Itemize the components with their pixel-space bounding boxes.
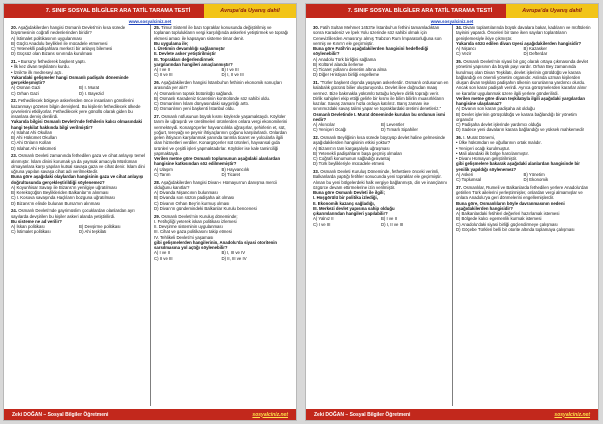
question-text bbox=[313, 135, 449, 146]
answer-option[interactable]: B) Yönetim bbox=[523, 171, 545, 177]
answer-options[interactable]: A) Balkanlardaki fetihleri değerleri hazırlamak istemesi B) Bölgede kalıcı egemenlik kurmak istemesi C) Anadolu’daki siyasi birliği güçlendirmeye çalışması D) Göçebe Türkleri belli bir otorite altında toplamaya çalışması bbox=[456, 211, 575, 232]
column-left bbox=[8, 25, 150, 406]
question-item bbox=[154, 114, 289, 177]
footer-site-link[interactable]: sosyalciniz.net bbox=[554, 411, 590, 418]
answer-option[interactable]: B) I, III ve IV bbox=[221, 250, 246, 256]
page-footer bbox=[4, 409, 296, 420]
answer-option[interactable]: B) I ve III bbox=[221, 67, 239, 72]
question-number: 32. bbox=[313, 135, 319, 140]
answer-option[interactable]: B) Leventler bbox=[381, 122, 405, 127]
question-stem: gibi gelişmelerden hangilerinin, Anadolu’da siyasi otoritenin sarsılmasına yol açtığı söylenebilir? bbox=[154, 239, 278, 250]
answer-option[interactable]: D) Tımarlı Sipahiler bbox=[381, 127, 418, 133]
answer-option[interactable]: A) Nişancı bbox=[456, 46, 476, 51]
answer-options bbox=[456, 46, 591, 57]
question-text bbox=[456, 25, 591, 41]
question-text bbox=[154, 180, 289, 191]
question-number: 35. bbox=[456, 59, 462, 64]
question-text bbox=[313, 25, 449, 46]
question-prompt: “Türler başkent dışında yaşayan askerlerdir. Osmanlı ordusunun en kalabalık gücünü bilier oluşturuyordu. Devlet iliee doğrudan maaş vermez. Bize bakmakla yükümlü tuttuğu köylere dirlik toprağı verir. Dirlik sahipleri ekip ettiği gelirle bir kısmı ile bilim bilirlin muasırlıkların kazılar. Savaş zamanı hızla orduya katılırız. Barış zamanı ise sınırımızdaki savaş talimi yapar ve topraklardaki üretimi denetleriz.” bbox=[313, 80, 449, 112]
question-item bbox=[154, 80, 289, 112]
question-stem: Yukarıda bilgisi Osmanlı Devleti’nde fethilerin kalıcı olmasındaki hangi teşkilat hakkında bilgi verilmiştir? bbox=[11, 119, 143, 130]
question-text bbox=[11, 98, 147, 119]
answer-option[interactable]: D) II, III ve IV bbox=[221, 255, 247, 261]
answer-options[interactable]: A) Divanda Nişancının bulunması B) Divanda son sözün padişaha ait olması C) Divanın Orhan Bey’in kurmuş olması D) Divan’ın gündemindeki Balkanlar Kurulu bencenesi bbox=[154, 190, 257, 211]
question-stem: Bu uygulama ile; I. Üretimin devamlılığı sağlanmıştır II. Devlete asker yetiştirilmiştir III. Toprakları değerlendirmek yargılarından hangileri amaçlanmıştır? bbox=[154, 40, 233, 67]
answer-options bbox=[154, 167, 289, 178]
question-prompt: Aşağıdakilerden hangisi İstanbul’un fethinin ekonomik sonuçları arasında yer alır? bbox=[154, 80, 282, 91]
question-prompt: Fethedilecek bölgeye askerlerden önce insanların gönüllerini kazanmayı gözeten bilgin dervişlerd. Bu kişilerin fethedilecek ülkede çevrelerini etkiliyorlar. Fethedilecek yere gönüllü olarak giden bu insanlara derviş denilirdi. bbox=[11, 98, 141, 119]
question-text bbox=[456, 59, 591, 96]
question-stem: Verilen metne göre Osmanlı toplumunun aşağıdaki alanlardan hangisine katkısından söz edilmemiştir? bbox=[154, 156, 281, 167]
question-item bbox=[313, 135, 449, 167]
answer-options bbox=[154, 250, 289, 261]
question-prompt: Osmanlılar, Rumeli ve Balkanlarda fethedilen yerlere Anadolu’dan getirilen Türk ailelerini yerleştirmişler, onlardan vergi almamışlar ve onlara Anadolu’ya geri dönmelerini engellemişlerdir. bbox=[456, 184, 589, 201]
answer-options[interactable]: A) Divanın son kararı padişaha ait olduğu B) Devlet işlerinin görüşüldüğü ve karara bağlandığı bir yönetim organıdır C) Padişaha devlet işlerinde yardımcı olduğu D) Sadece yeni davaların karara bağlandığı ve yüksek mahkemedir bbox=[456, 106, 585, 133]
answer-options[interactable]: A) Bizans’ın tam kargaşalıyla uğraşması B) Yetenekli padişahların başa geçmiş olmaları C) Coğrafi konumunun sağladığı avantaj D) Türk beylikleriyle mücadele etmesi bbox=[313, 145, 403, 167]
question-stem: gibi gelişmelere bakarak aşağıdaki alanlardan hangisinde bir yenilik yapıldığı söylenemez? bbox=[456, 161, 580, 172]
header-title: 7. SINIF SOSYAL BİLGİLER ARA TATİL TARAMA TESTİ bbox=[347, 8, 493, 14]
answer-option[interactable]: A) Akıncılar bbox=[313, 122, 335, 127]
question-text bbox=[154, 25, 289, 41]
question-prompt: Osmanlı Beyliğinin kısa sürede büyüyüp devlet haline gelmesinde aşağıdakilerden hangisinin etkisi yoktur? bbox=[313, 135, 446, 146]
answer-option[interactable]: D) I, II ve III bbox=[381, 221, 404, 227]
question-item bbox=[456, 135, 591, 182]
question-item bbox=[456, 185, 591, 232]
question-item bbox=[11, 25, 147, 57]
answer-options bbox=[456, 172, 591, 183]
question-stem: Yukarıda sözü edilen divan üyesi aşağıdakilerden hangisidir? bbox=[456, 40, 582, 46]
website-link[interactable]: www.sosyalciniz.net bbox=[430, 19, 474, 24]
question-number: 28. bbox=[154, 179, 160, 185]
answer-option[interactable]: A) Ulaşım bbox=[154, 166, 173, 172]
question-text bbox=[11, 59, 147, 75]
question-prompt: Aşağıdakilerden hangisi Osmanlı Devleti’nin kısa sürede büyümesinin coğrafi nedenlerinden biridir? bbox=[11, 25, 126, 36]
question-number: 25. bbox=[154, 25, 160, 30]
answer-option[interactable]: A) İskan politikası bbox=[11, 224, 45, 229]
question-stem: Osmanlı Devletinde I. Murat döneminde kurulan bu ordunun ismi nedir? bbox=[313, 111, 446, 122]
answer-options bbox=[313, 216, 449, 227]
question-text bbox=[313, 169, 449, 190]
answer-option[interactable]: C) Orhan Gazi bbox=[11, 90, 39, 96]
question-prompt: Osmanlı nüfusunun büyük kısmı köylerde yaşamaktaydı. Köylüler tarım ile uğraşırdı ve üretilmeleri ürünlerden onlara vergi ekonomilerini vermekteydi. Konargöçerler hayvancılıkla uğraşırlar, şehirlerin et, süt, yoğurt, tereyağı ve peynir ihtiyaçlarının çoğunu karşılarlardı. Onlardan gelen ihtiyacın karşılanmak yanında tarımla ticaret ve yolcularla ilgili olan hizmetleri verdiler. Konargöçerler süt ürünleri, hayvansal gıda ürünleri ve çeşitli işleri yapmaktadırlar. Köylüler ise kale tamirciliği yapmaktaydı. bbox=[154, 114, 288, 156]
question-number: 30. bbox=[313, 25, 319, 30]
question-text bbox=[154, 80, 289, 91]
answer-option[interactable]: C) II ve III bbox=[154, 72, 173, 78]
column-right bbox=[150, 25, 292, 406]
answer-option[interactable]: C) Vezir bbox=[456, 51, 472, 57]
question-item bbox=[313, 169, 449, 227]
question-stem: Verilen metne göre divan teşkilatıyla ilgili aşağıdaki yargılardan hangisine ulaşılamaz? bbox=[456, 95, 585, 106]
question-number: 36. bbox=[456, 135, 462, 140]
answer-option[interactable]: B) Devşirme politikası bbox=[79, 224, 121, 229]
answer-option[interactable]: A) I ve II bbox=[154, 67, 170, 72]
question-item bbox=[154, 180, 289, 212]
answer-options[interactable]: A) Koyunhisar Savaşı ile Bizans’ın yenilgiye uğratılması B) Kereküçüğün Beylikleriden Balkanlar’ın alınması C) I. Kosova savaşında Haçlıların bozguna uğratılması D) Bizans’ın elinde bulunan Bursa’nın alınması bbox=[11, 184, 117, 206]
question-stem: Buna göre, Osmanlıların böyle davranmasının nedeni aşağıdakilerden hangisidir? bbox=[456, 200, 565, 211]
answer-options[interactable]: A) Islahat Ahi Okulları B) Ahi Hükümet Okulları C) Ahi Onların Kolları D) Islahat Ahi Hükümeti bbox=[11, 129, 57, 151]
page-left bbox=[3, 3, 297, 421]
question-number: 20. bbox=[11, 25, 17, 30]
answer-options[interactable]: A) İstimalet politikasının uygulanması B) Güçlü Anadolu beylikleri ile mücadele etmemesi C) Yeteneklli padişahlara merkezi bir anlayış bilemesi D) Güçsüz olan Bizans sınırında kurulması bbox=[11, 35, 113, 57]
question-stem: Buna göre Osmanlı Devleti ile ilgili; I. Hoşgörülü bir politika izlediği, II. Ekonomik kazanç sağladığı, III. Merkezi devlet yapısına sahip olduğu çıkarımlarından hangileri yapılabilir? bbox=[313, 190, 395, 216]
question-prompt: Divanı toplantılarında büyük davalara bakar, kadıların ve müftülerin tayinini yapardı. Önceleri bir tane iken sayıları toplantıların genişlemesiyle ikiye çıkmıştır. bbox=[456, 25, 591, 41]
question-prompt: Osmanlı Devleti Kuruluş Döneminde, fethettiere önceki verimli, Balkanlarda yaptığı fetihler sonucunda yeni topraklar ele geçirmiştir. Alınan bu yeni bölgelerdeki halk vergiye bağlanmıştı, din ve inançlarını özgürce devam ettirmelerine izin verilmiştir. bbox=[313, 169, 447, 190]
question-item bbox=[11, 208, 147, 234]
footer-author: Zeki DOĞAN – Sosyal Bilgiler Öğretmeni bbox=[314, 411, 411, 418]
question-stem: Bu sisteme ne ad verilir? bbox=[11, 218, 62, 224]
question-item bbox=[11, 59, 147, 96]
header-subtitle: Avrupa’da Uyanış dahil bbox=[506, 4, 598, 18]
answer-option[interactable]: D) I. Bayezid bbox=[79, 90, 104, 96]
question-text bbox=[313, 80, 449, 112]
question-number: 23. bbox=[11, 153, 17, 159]
question-number: 26. bbox=[154, 80, 160, 85]
answer-options bbox=[313, 122, 449, 133]
question-text bbox=[11, 25, 147, 36]
header-title: 7. SINIF SOSYAL BİLGİLER ARA TATİL TARAMA TESTİ bbox=[45, 8, 191, 14]
question-stem: Yukarıdaki gelişmeler hangi Osmanlı padişahı döneminde gerçekleşmiştir? bbox=[11, 74, 129, 85]
question-prompt: Osmanlı Devleti’nin Kuruluş döneminde; I. Fetihçiliği yeterek iskan politikası izlemesi II. Devşirme sisteminin uygulanması III. Cihat ve gaza politikasını takip etmesi IV. Tehlikeli Devleti’ni yaşaması bbox=[154, 213, 238, 240]
question-stem: Buna göre aşağıdaki olaylardan hangisinin gaza ve cihat anlayışı doğrultusunda gerçekleştirildiği söylenemez? bbox=[11, 174, 144, 185]
footer-author: Zeki DOĞAN – Sosyal Bilgiler Öğretmeni bbox=[12, 411, 109, 418]
question-text bbox=[456, 185, 591, 201]
answer-option[interactable]: A) Askeri bbox=[456, 171, 474, 177]
question-columns bbox=[310, 25, 594, 406]
question-number: 31. bbox=[313, 80, 319, 85]
column-right bbox=[452, 25, 594, 406]
answer-option[interactable]: A) I ve II bbox=[154, 250, 170, 256]
question-columns bbox=[8, 25, 292, 406]
answer-option[interactable]: D) Ahi teşkilatı bbox=[79, 229, 107, 235]
answer-options bbox=[154, 67, 289, 78]
answer-option[interactable]: A) Yalnız II bbox=[313, 216, 334, 222]
question-prompt: Osmanlı Devleti’nin siyasi bir güç olarak ortaya çıkmasında devlet yönetimi yapısının da büyük payı vardır. Orhan Bey zamanında kurulmuş olan Divan Teşkilatı, devlet işlerinin görüldüğü ve karara bağlandığı en önemli yönetim organıdır. Aslında uzman kişilerden oluşan divan teşkilatı padişahın ülkenin sorunlarına yardımcı olurdu. Ancak son karar padişah verirdi. Ayrıca görüşmelerden kararlar alınır ve kararlar uygulanmak üzere ilgili yerlere gönderilirdi. bbox=[456, 59, 589, 96]
question-number: 37. bbox=[456, 184, 462, 190]
question-text bbox=[11, 208, 147, 219]
answer-option[interactable]: A) Osman Gazi bbox=[11, 85, 41, 91]
answer-option[interactable]: C) I ve III bbox=[313, 221, 331, 227]
answer-option[interactable]: C) Toplumsal bbox=[456, 177, 481, 182]
question-prompt: Osmanlı Devleti’nde gayrimüslim çocuklardan olanlardan ayrı sayılarda devşirilen bu kişiler askeri alanda yetiştirilirdi. bbox=[11, 208, 135, 219]
question-item bbox=[11, 98, 147, 151]
question-number: 34. bbox=[456, 25, 462, 30]
question-item bbox=[313, 25, 449, 78]
question-number: 27. bbox=[154, 114, 160, 119]
question-prompt: • Bursa’yı fethederek başkent yaptı. • İlk kez divan teşkilatını kurdu. • İznik’te ilk medreseyi açtı. bbox=[11, 59, 86, 75]
footer-site-link[interactable]: sosyalciniz.net bbox=[252, 411, 288, 418]
question-number: 21. bbox=[11, 59, 17, 64]
question-text bbox=[154, 214, 289, 240]
answer-option[interactable]: C) Yeniçeri Ocağı bbox=[313, 127, 347, 133]
header-subtitle: Avrupa’da Uyanış dahil bbox=[204, 4, 296, 18]
page-footer bbox=[306, 409, 598, 420]
question-prompt: Fatih Sultan Mehmet 1453’te İstanbul’un fethini tamamladıktan sonra Karadeniz ve İpek Yolu üzerinde söz sahibi olmak için Cenevizlilerden Amasra’yı almış Trabzon Rum İmparatorluğuna son vermiş ve Kırım’ı ele geçirmiştir. bbox=[313, 25, 442, 46]
answer-option[interactable]: C) Tarım bbox=[154, 171, 171, 177]
answer-option[interactable]: B) I. Murat bbox=[79, 85, 100, 91]
answer-options[interactable]: A) Anadolu Türk birliğini sağlama B) Kültürel alanda ilerleme C) Ticaret yollarını denetim altına alma D) Diğer Hristiyan birliği engelleme bbox=[313, 56, 387, 78]
answer-option[interactable]: D) Defterdar bbox=[523, 51, 548, 57]
question-stem: Buna göre Fatih’in aşağıdakilerden hangisini hedeflediği söylenebilir? bbox=[313, 46, 429, 57]
answer-option[interactable]: C) İstimalet politikası bbox=[11, 229, 51, 235]
page-right bbox=[305, 3, 599, 421]
question-prompt: Osmanlı Devleti zamanında fethedilen gaza ve cihat anlayışı temel alınmıştır. İslam dinini korumak ya da yaymak amacıyla Müslüman olmayanlara karşı yapılan kutsal savaşa gaza ve cihat denir. İslam dini uğruna yapılan savaşa cihat adı verilmektedir. bbox=[11, 153, 146, 174]
question-item bbox=[313, 80, 449, 133]
column-left bbox=[310, 25, 452, 406]
website-link[interactable]: www.sosyalciniz.net bbox=[128, 19, 172, 24]
answer-option[interactable]: B) Kazasker bbox=[523, 46, 547, 51]
question-number: 22. bbox=[11, 98, 17, 104]
question-prompt: Aşağıdakilerden hangisi Divan-ı Hümayun’un danışma mercii olduğunu kanıtlar? bbox=[154, 179, 278, 190]
answer-option[interactable]: D) Ticaret bbox=[221, 171, 241, 177]
answer-option[interactable]: D) Ekonomik bbox=[523, 177, 549, 182]
answer-option[interactable]: D) I, II ve III bbox=[221, 72, 244, 78]
answer-options bbox=[11, 224, 147, 235]
answer-option[interactable]: B) Hayvancılık bbox=[221, 166, 250, 172]
question-prompt: Timur Sisteml ile bazı topraklar konusunda değiştirilmiş ve toplanan toplulukların vergi karşılığında askerleri yetiştirmek ve toprağı ekmesi amacı ile kapsayan sisteme timar denir. bbox=[154, 25, 289, 41]
page-header bbox=[306, 4, 598, 18]
question-text bbox=[154, 114, 289, 156]
question-text bbox=[11, 153, 147, 174]
question-text bbox=[456, 135, 591, 161]
question-item bbox=[456, 59, 591, 133]
answer-option[interactable]: C) II ve III bbox=[154, 255, 173, 261]
question-item bbox=[154, 25, 289, 78]
question-number: 33. bbox=[313, 169, 319, 174]
answer-option[interactable]: B) I ve II bbox=[381, 216, 397, 222]
question-item bbox=[154, 214, 289, 261]
answer-options bbox=[11, 85, 147, 96]
question-prompt: I. Murat Dönemi, • Ülke hükümdarı ve oğullarının ortak malıdır. • Yeniçeri ocağı kurulmuştur. • Mali alandaki ilk bölge harcılanmıştır. • Divanı Hümayun geliştirilmiştir. bbox=[456, 135, 542, 161]
question-item bbox=[456, 25, 591, 57]
question-item bbox=[11, 153, 147, 206]
question-number: 24. bbox=[11, 208, 17, 214]
question-number: 29. bbox=[154, 213, 160, 219]
page-header bbox=[4, 4, 296, 18]
answer-options[interactable]: A) Osmanlının toprak bütünlüğü sağlandı. B) Osmanlı Karadeniz ticaretinin kontrolünde söz sahibi oldu. C) Osmanlının İslam dünyasındaki saygınlığı arttı. D) Osmanlının yeni başkenti İstanbul oldu. bbox=[154, 90, 271, 112]
